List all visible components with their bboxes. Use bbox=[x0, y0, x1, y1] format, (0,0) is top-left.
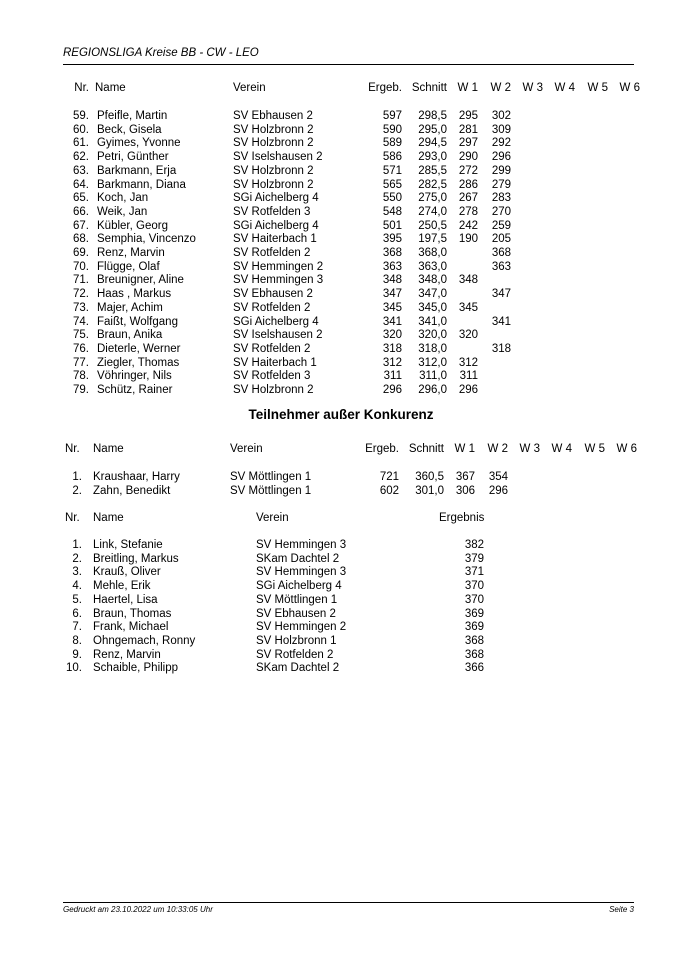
cell-verein: SV Ebhausen 2 bbox=[233, 288, 313, 301]
cell-w2: 354 bbox=[488, 471, 508, 483]
table-row bbox=[0, 247, 682, 261]
cell-w1: 242 bbox=[458, 219, 478, 232]
col-verein: Verein bbox=[256, 512, 289, 524]
cell-verein: SV Holzbronn 2 bbox=[233, 178, 314, 191]
cell-verein: SKam Dachtel 2 bbox=[256, 552, 340, 565]
cell-verein: SV Holzbronn 1 bbox=[256, 634, 337, 647]
cell-nr: 8. bbox=[72, 634, 82, 647]
cell-ergebnis: 371 bbox=[464, 566, 484, 579]
cell-schnitt: 298,5 bbox=[418, 110, 447, 122]
cell-name: Dieterle, Werner bbox=[97, 342, 181, 355]
cell-w1: 311 bbox=[459, 370, 478, 383]
table-row bbox=[0, 621, 682, 635]
cell-nr: 76. bbox=[73, 342, 89, 355]
cell-w1: 281 bbox=[458, 123, 478, 136]
footer-page: Seite 3 bbox=[609, 905, 634, 914]
cell-ergeb: 311 bbox=[383, 370, 402, 383]
cell-verein: SV Hemmingen 3 bbox=[233, 274, 324, 287]
cell-schnitt: 318,0 bbox=[418, 342, 447, 355]
cell-name: Link, Stefanie bbox=[93, 539, 163, 551]
cell-name: Beck, Gisela bbox=[97, 123, 162, 136]
cell-verein: SGi Aichelberg 4 bbox=[233, 219, 319, 232]
cell-w2: 270 bbox=[491, 205, 511, 218]
col-w5: W 5 bbox=[584, 443, 605, 455]
col-name: Name bbox=[95, 82, 126, 94]
cell-verein: SV Holzbronn 2 bbox=[233, 164, 314, 177]
cell-name: Petri, Günther bbox=[97, 151, 169, 164]
table-row bbox=[0, 384, 682, 398]
cell-verein: SV Hemmingen 2 bbox=[256, 621, 347, 634]
cell-name: Zahn, Benedikt bbox=[93, 484, 171, 497]
cell-name: Vöhringer, Nils bbox=[97, 370, 172, 383]
cell-ergeb: 565 bbox=[382, 178, 402, 191]
cell-nr: 10. bbox=[66, 662, 82, 675]
cell-w2: 296 bbox=[491, 151, 511, 164]
cell-verein: SV Möttlingen 1 bbox=[230, 484, 312, 497]
cell-name: Breunigner, Aline bbox=[97, 274, 184, 287]
col-nr: Nr. bbox=[65, 512, 80, 524]
cell-w2: 341 bbox=[491, 315, 511, 328]
cell-ergeb: 589 bbox=[382, 137, 402, 150]
cell-verein: SV Rotfelden 3 bbox=[233, 205, 311, 218]
table-row bbox=[0, 357, 682, 371]
cell-nr: 3. bbox=[72, 566, 82, 579]
cell-ergeb: 586 bbox=[382, 151, 402, 164]
cell-w2: 318 bbox=[491, 342, 511, 355]
section-title: Teilnehmer außer Konkurenz bbox=[248, 407, 434, 422]
col-name: Name bbox=[93, 512, 124, 524]
table-row bbox=[0, 192, 682, 206]
cell-ergeb: 597 bbox=[382, 110, 402, 122]
table-row bbox=[0, 566, 682, 580]
cell-verein: SV Haiterbach 1 bbox=[233, 233, 317, 246]
cell-schnitt: 250,5 bbox=[418, 219, 447, 232]
cell-schnitt: 341,0 bbox=[418, 315, 447, 328]
cell-nr: 5. bbox=[72, 593, 82, 606]
cell-name: Koch, Jan bbox=[97, 192, 149, 205]
cell-w1: 290 bbox=[458, 151, 478, 164]
cell-w1: 295 bbox=[458, 110, 478, 122]
cell-w2: 368 bbox=[491, 247, 511, 259]
cell-schnitt: 347,0 bbox=[418, 288, 447, 301]
cell-verein: SGi Aichelberg 4 bbox=[233, 315, 319, 328]
cell-ergebnis: 370 bbox=[464, 593, 484, 606]
cell-ergebnis: 369 bbox=[464, 621, 484, 634]
table-row bbox=[0, 110, 682, 124]
cell-schnitt: 348,0 bbox=[418, 274, 447, 287]
table-row bbox=[0, 316, 682, 330]
footer-rule bbox=[63, 902, 634, 903]
cell-ergeb: 296 bbox=[382, 384, 402, 396]
cell-nr: 6. bbox=[72, 607, 82, 620]
col-verein: Verein bbox=[230, 443, 263, 455]
col-ergebnis: Ergebnis bbox=[439, 512, 485, 524]
table-row bbox=[0, 539, 682, 553]
cell-nr: 78. bbox=[73, 370, 89, 383]
cell-verein: SV Iselshausen 2 bbox=[233, 151, 323, 164]
table-row bbox=[0, 151, 682, 165]
col-ergeb: Ergeb. bbox=[365, 443, 399, 455]
cell-w1: 320 bbox=[458, 329, 478, 342]
cell-ergeb: 721 bbox=[379, 471, 399, 483]
cell-name: Braun, Thomas bbox=[93, 607, 172, 620]
cell-name: Weik, Jan bbox=[97, 205, 148, 218]
cell-ergebnis: 370 bbox=[464, 580, 484, 593]
table-row bbox=[0, 261, 682, 275]
cell-nr: 79. bbox=[73, 384, 89, 396]
cell-w2: 302 bbox=[491, 110, 511, 122]
cell-w1: 296 bbox=[458, 384, 478, 396]
cell-name: Mehle, Erik bbox=[93, 580, 151, 593]
page-header-title: REGIONSLIGA Kreise BB - CW - LEO bbox=[63, 47, 259, 59]
cell-schnitt: 311,0 bbox=[419, 370, 447, 383]
cell-ergebnis: 368 bbox=[464, 634, 484, 647]
cell-name: Frank, Michael bbox=[93, 621, 169, 634]
cell-name: Faißt, Wolfgang bbox=[97, 315, 178, 328]
cell-verein: SV Rotfelden 2 bbox=[233, 247, 311, 259]
cell-name: Gyimes, Yvonne bbox=[97, 137, 181, 150]
cell-schnitt: 274,0 bbox=[418, 205, 447, 218]
cell-name: Braun, Anika bbox=[97, 329, 163, 342]
cell-ergeb: 347 bbox=[382, 288, 402, 301]
cell-ergebnis: 366 bbox=[464, 662, 484, 675]
cell-ergeb: 590 bbox=[382, 123, 402, 136]
table-row bbox=[0, 206, 682, 220]
cell-nr: 69. bbox=[73, 247, 89, 259]
ak-table-header bbox=[0, 443, 682, 457]
cell-ergeb: 312 bbox=[382, 356, 402, 369]
cell-verein: SV Rotfelden 3 bbox=[233, 370, 311, 383]
col-w4: W 4 bbox=[551, 443, 572, 455]
cell-verein: SV Möttlingen 1 bbox=[256, 593, 338, 606]
cell-nr: 7. bbox=[72, 621, 82, 634]
cell-name: Breitling, Markus bbox=[93, 552, 179, 565]
cell-schnitt: 320,0 bbox=[418, 329, 447, 342]
col-nr: Nr. bbox=[65, 443, 80, 455]
table-row bbox=[0, 594, 682, 608]
col-schnitt: Schnitt bbox=[408, 443, 444, 455]
cell-nr: 62. bbox=[73, 151, 89, 164]
col-w3: W 3 bbox=[519, 443, 540, 455]
table-row bbox=[0, 662, 682, 676]
table-row bbox=[0, 370, 682, 384]
col-w5: W 5 bbox=[587, 82, 608, 94]
cell-nr: 9. bbox=[72, 648, 82, 661]
cell-verein: SV Hemmingen 3 bbox=[256, 539, 347, 551]
cell-ergeb: 345 bbox=[382, 301, 402, 314]
cell-w2: 259 bbox=[491, 219, 511, 232]
cell-ergeb: 571 bbox=[382, 164, 402, 177]
cell-verein: SV Ebhausen 2 bbox=[233, 110, 313, 122]
col-w2: W 2 bbox=[490, 82, 511, 94]
cell-schnitt: 360,5 bbox=[415, 471, 444, 483]
cell-nr: 77. bbox=[73, 356, 89, 369]
col-nr: Nr. bbox=[74, 82, 89, 94]
cell-name: Haertel, Lisa bbox=[93, 593, 158, 606]
cell-nr: 65. bbox=[73, 192, 89, 205]
cell-ergeb: 395 bbox=[382, 233, 402, 246]
cell-ergebnis: 379 bbox=[464, 552, 484, 565]
cell-verein: SV Holzbronn 2 bbox=[233, 123, 314, 136]
cell-nr: 75. bbox=[73, 329, 89, 342]
cell-nr: 1. bbox=[72, 539, 82, 551]
cell-nr: 71. bbox=[73, 274, 89, 287]
cell-ergebnis: 382 bbox=[464, 539, 484, 551]
cell-verein: SV Hemmingen 2 bbox=[233, 260, 324, 273]
table-row bbox=[0, 165, 682, 179]
cell-schnitt: 295,0 bbox=[418, 123, 447, 136]
col-w1: W 1 bbox=[454, 443, 475, 455]
cell-nr: 70. bbox=[73, 260, 89, 273]
table-row bbox=[0, 288, 682, 302]
cell-schnitt: 294,5 bbox=[418, 137, 447, 150]
cell-schnitt: 285,5 bbox=[418, 164, 447, 177]
cell-ergeb: 602 bbox=[379, 484, 399, 497]
cell-ergeb: 348 bbox=[382, 274, 402, 287]
cell-ergeb: 501 bbox=[382, 219, 402, 232]
cell-name: Kübler, Georg bbox=[97, 219, 168, 232]
cell-name: Barkmann, Erja bbox=[97, 164, 177, 177]
cell-schnitt: 345,0 bbox=[418, 301, 447, 314]
cell-verein: SV Möttlingen 1 bbox=[230, 471, 312, 483]
cell-verein: SGi Aichelberg 4 bbox=[233, 192, 319, 205]
cell-verein: SV Holzbronn 2 bbox=[233, 137, 314, 150]
cell-ergeb: 318 bbox=[382, 342, 402, 355]
cell-name: Krauß, Oliver bbox=[93, 566, 161, 579]
cell-nr: 59. bbox=[73, 110, 89, 122]
cell-w1: 190 bbox=[458, 233, 478, 246]
cell-nr: 60. bbox=[73, 123, 89, 136]
cell-name: Haas , Markus bbox=[97, 288, 172, 301]
table-row bbox=[0, 485, 682, 499]
col-verein: Verein bbox=[233, 82, 266, 94]
cell-verein: SV Rotfelden 2 bbox=[233, 342, 311, 355]
table-row bbox=[0, 649, 682, 663]
cell-schnitt: 275,0 bbox=[418, 192, 447, 205]
table-row bbox=[0, 137, 682, 151]
table-row bbox=[0, 302, 682, 316]
cell-verein: SV Ebhausen 2 bbox=[256, 607, 336, 620]
cell-w2: 347 bbox=[491, 288, 511, 301]
cell-nr: 66. bbox=[73, 205, 89, 218]
col-w2: W 2 bbox=[487, 443, 508, 455]
cell-verein: SV Rotfelden 2 bbox=[233, 301, 311, 314]
cell-w2: 363 bbox=[491, 260, 511, 273]
cell-w1: 278 bbox=[458, 205, 478, 218]
col-ergeb: Ergeb. bbox=[368, 82, 402, 94]
cell-ergeb: 548 bbox=[382, 205, 402, 218]
cell-w2: 205 bbox=[491, 233, 511, 246]
cell-name: Majer, Achim bbox=[97, 301, 163, 314]
cell-name: Pfeifle, Martin bbox=[97, 110, 168, 122]
table-row bbox=[0, 608, 682, 622]
table-row bbox=[0, 343, 682, 357]
cell-schnitt: 296,0 bbox=[418, 384, 447, 396]
cell-nr: 72. bbox=[73, 288, 89, 301]
cell-ergeb: 363 bbox=[382, 260, 402, 273]
cell-nr: 63. bbox=[73, 164, 89, 177]
cell-name: Ohngemach, Ronny bbox=[93, 634, 196, 647]
cell-nr: 2. bbox=[72, 484, 82, 497]
col-name: Name bbox=[93, 443, 124, 455]
cell-ergeb: 368 bbox=[382, 247, 402, 259]
cell-nr: 2. bbox=[72, 552, 82, 565]
cell-verein: SV Hemmingen 3 bbox=[256, 566, 347, 579]
cell-w2: 279 bbox=[491, 178, 511, 191]
cell-nr: 74. bbox=[73, 315, 89, 328]
cell-schnitt: 197,5 bbox=[418, 233, 447, 246]
footer-printed: Gedruckt am 23.10.2022 um 10:33:05 Uhr bbox=[63, 905, 213, 914]
col-w6: W 6 bbox=[619, 82, 640, 94]
cell-name: Renz, Marvin bbox=[93, 648, 161, 661]
table-row bbox=[0, 635, 682, 649]
col-w3: W 3 bbox=[522, 82, 543, 94]
cell-nr: 68. bbox=[73, 233, 89, 246]
cell-w1: 272 bbox=[458, 164, 478, 177]
cell-nr: 73. bbox=[73, 301, 89, 314]
cell-w1: 297 bbox=[458, 137, 478, 150]
table-row bbox=[0, 553, 682, 567]
col-schnitt: Schnitt bbox=[411, 82, 447, 94]
table-row bbox=[0, 220, 682, 234]
cell-nr: 1. bbox=[72, 471, 82, 483]
header-rule bbox=[63, 64, 634, 65]
table-row bbox=[0, 274, 682, 288]
cell-w2: 296 bbox=[488, 484, 508, 497]
cell-w1: 306 bbox=[455, 484, 475, 497]
cell-name: Barkmann, Diana bbox=[97, 178, 186, 191]
cell-w1: 286 bbox=[458, 178, 478, 191]
col-w1: W 1 bbox=[457, 82, 478, 94]
cell-w1: 345 bbox=[458, 301, 478, 314]
cell-verein: SV Rotfelden 2 bbox=[256, 648, 334, 661]
col-w4: W 4 bbox=[554, 82, 575, 94]
cell-ergeb: 550 bbox=[382, 192, 402, 205]
cell-schnitt: 301,0 bbox=[415, 484, 444, 497]
cell-schnitt: 363,0 bbox=[418, 260, 447, 273]
cell-verein: SV Haiterbach 1 bbox=[233, 356, 317, 369]
cell-w2: 292 bbox=[491, 137, 511, 150]
cell-w2: 283 bbox=[491, 192, 511, 205]
cell-w1: 348 bbox=[458, 274, 478, 287]
cell-w1: 312 bbox=[458, 356, 478, 369]
cell-nr: 64. bbox=[73, 178, 89, 191]
table-row bbox=[0, 471, 682, 485]
cell-ergebnis: 369 bbox=[464, 607, 484, 620]
cell-name: Schütz, Rainer bbox=[97, 384, 173, 396]
best-table-header bbox=[0, 512, 682, 526]
cell-ergebnis: 368 bbox=[464, 648, 484, 661]
cell-schnitt: 312,0 bbox=[418, 356, 447, 369]
main-table-header bbox=[0, 82, 682, 96]
table-row bbox=[0, 233, 682, 247]
cell-name: Ziegler, Thomas bbox=[97, 356, 180, 369]
cell-w2: 309 bbox=[491, 123, 511, 136]
cell-w1: 367 bbox=[455, 471, 475, 483]
cell-schnitt: 282,5 bbox=[418, 178, 447, 191]
cell-name: Flügge, Olaf bbox=[97, 260, 160, 273]
cell-verein: SV Holzbronn 2 bbox=[233, 384, 314, 396]
cell-nr: 4. bbox=[72, 580, 82, 593]
table-row bbox=[0, 124, 682, 138]
cell-name: Renz, Marvin bbox=[97, 247, 165, 259]
table-row bbox=[0, 329, 682, 343]
table-row bbox=[0, 179, 682, 193]
cell-w1: 267 bbox=[458, 192, 478, 205]
cell-verein: SKam Dachtel 2 bbox=[256, 662, 340, 675]
cell-nr: 61. bbox=[73, 137, 89, 150]
cell-nr: 67. bbox=[73, 219, 89, 232]
table-row bbox=[0, 580, 682, 594]
cell-schnitt: 293,0 bbox=[418, 151, 447, 164]
cell-name: Kraushaar, Harry bbox=[93, 471, 180, 483]
col-w6: W 6 bbox=[616, 443, 637, 455]
cell-name: Semphia, Vincenzo bbox=[97, 233, 196, 246]
cell-schnitt: 368,0 bbox=[418, 247, 447, 259]
cell-name: Schaible, Philipp bbox=[93, 662, 179, 675]
cell-ergeb: 320 bbox=[382, 329, 402, 342]
cell-verein: SV Iselshausen 2 bbox=[233, 329, 323, 342]
cell-verein: SGi Aichelberg 4 bbox=[256, 580, 342, 593]
cell-w2: 299 bbox=[491, 164, 511, 177]
cell-ergeb: 341 bbox=[382, 315, 402, 328]
